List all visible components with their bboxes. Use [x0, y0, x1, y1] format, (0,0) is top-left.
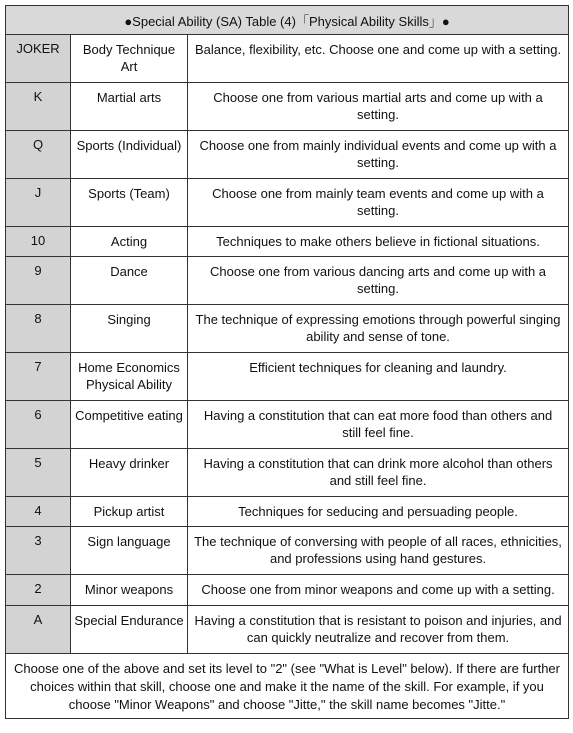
- table-footer-note: Choose one of the above and set its level to "2" (see "What is Level" below). If there are further choices within that skill, choose one and make it the name of the skill. For example, if you choose "Minor Weapons" and choose "Jitte," the skill name becomes "Jitte.": [6, 654, 569, 719]
- skill-name: Sign language: [71, 527, 188, 575]
- card-key: K: [6, 83, 71, 131]
- skill-description: Choose one from mainly team events and come up with a setting.: [188, 179, 569, 227]
- table-row: [6, 606, 569, 654]
- table-row: [6, 401, 569, 449]
- card-key: 3: [6, 527, 71, 575]
- skill-description: The technique of expressing emotions through powerful singing ability and sense of tone.: [188, 305, 569, 353]
- card-key: A: [6, 606, 71, 654]
- card-key: 7: [6, 353, 71, 401]
- card-key: J: [6, 179, 71, 227]
- card-key: 5: [6, 449, 71, 497]
- skill-description: Having a constitution that can eat more food than others and still feel fine.: [188, 401, 569, 449]
- skill-description: Balance, flexibility, etc. Choose one and come up with a setting.: [188, 35, 569, 83]
- skill-description: Having a constitution that can drink more alcohol than others and still feel fine.: [188, 449, 569, 497]
- table-row: [6, 227, 569, 257]
- skill-name: Sports (Individual): [71, 131, 188, 179]
- card-key: JOKER: [6, 35, 71, 83]
- card-key: 9: [6, 257, 71, 305]
- skill-description: The technique of conversing with people of all races, ethnicities, and professions using hand gestures.: [188, 527, 569, 575]
- skill-name: Special Endurance: [71, 606, 188, 654]
- skill-description: Having a constitution that is resistant to poison and injuries, and can quickly neutralize and recover from them.: [188, 606, 569, 654]
- table-row: [6, 449, 569, 497]
- skill-description: Choose one from various martial arts and come up with a setting.: [188, 83, 569, 131]
- table-row: [6, 305, 569, 353]
- table-title: ●Special Ability (SA) Table (4)「Physical Ability Skills」●: [6, 6, 569, 35]
- card-key: 10: [6, 227, 71, 257]
- card-key: 2: [6, 575, 71, 606]
- card-key: Q: [6, 131, 71, 179]
- skill-name: Competitive eating: [71, 401, 188, 449]
- skill-name: Sports (Team): [71, 179, 188, 227]
- skill-description: Efficient techniques for cleaning and laundry.: [188, 353, 569, 401]
- skill-description: Techniques to make others believe in fictional situations.: [188, 227, 569, 257]
- skill-description: Choose one from minor weapons and come up with a setting.: [188, 575, 569, 606]
- table-row: [6, 353, 569, 401]
- table-row: [6, 575, 569, 606]
- skill-name: Acting: [71, 227, 188, 257]
- card-key: 4: [6, 497, 71, 527]
- card-key: 6: [6, 401, 71, 449]
- skill-name: Minor weapons: [71, 575, 188, 606]
- table-row: [6, 527, 569, 575]
- table-title-row: [6, 6, 569, 35]
- skill-name: Body Technique Art: [71, 35, 188, 83]
- special-ability-table: [5, 5, 569, 719]
- skill-description: Choose one from various dancing arts and come up with a setting.: [188, 257, 569, 305]
- table-row: [6, 131, 569, 179]
- skill-name: Singing: [71, 305, 188, 353]
- skill-description: Choose one from mainly individual events and come up with a setting.: [188, 131, 569, 179]
- table-row: [6, 35, 569, 83]
- table-row: [6, 83, 569, 131]
- table-row: [6, 257, 569, 305]
- skill-name: Pickup artist: [71, 497, 188, 527]
- skill-description: Techniques for seducing and persuading people.: [188, 497, 569, 527]
- skill-name: Heavy drinker: [71, 449, 188, 497]
- skill-name: Dance: [71, 257, 188, 305]
- skill-name: Home Economics Physical Ability: [71, 353, 188, 401]
- skill-name: Martial arts: [71, 83, 188, 131]
- table-footer-row: [6, 654, 569, 719]
- table-row: [6, 497, 569, 527]
- card-key: 8: [6, 305, 71, 353]
- table-row: [6, 179, 569, 227]
